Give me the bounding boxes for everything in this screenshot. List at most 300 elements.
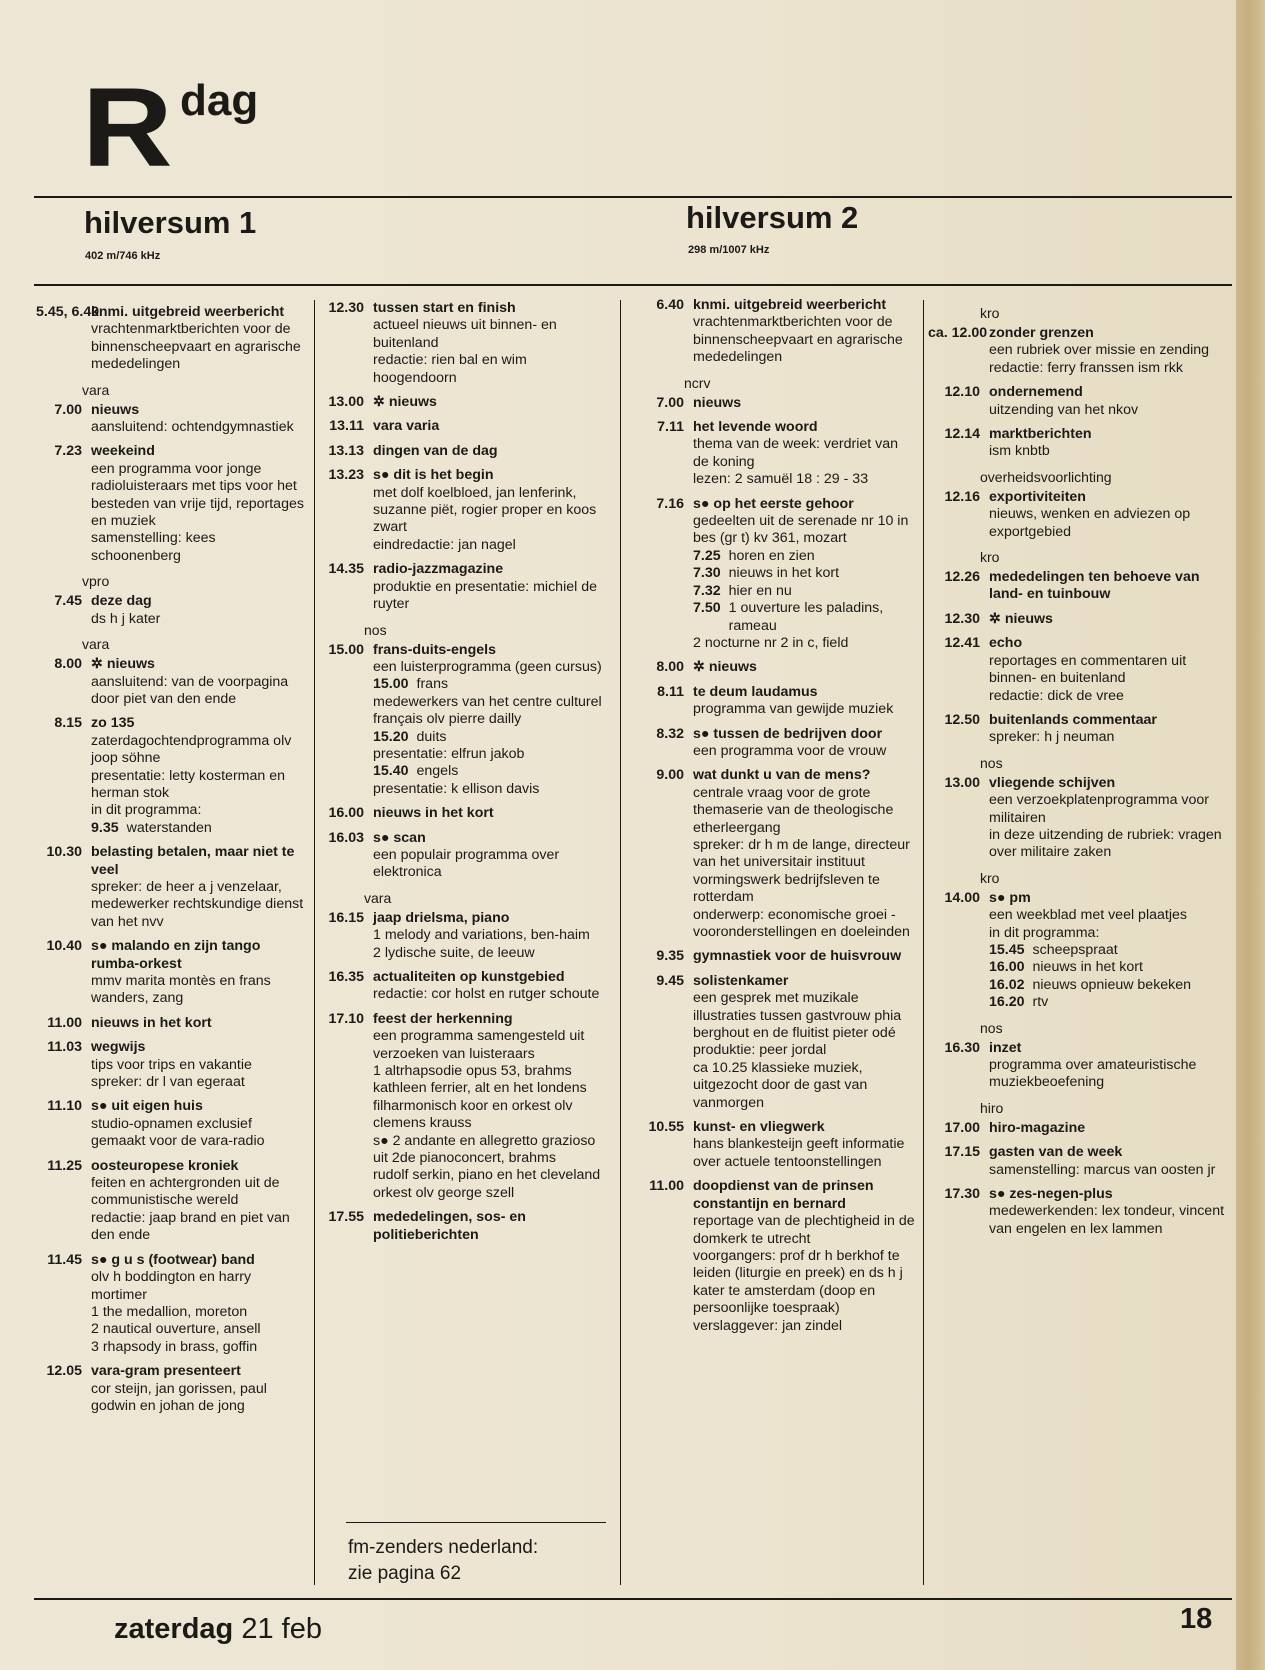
broadcaster-label: nos (980, 754, 1003, 771)
sub-program (989, 977, 1228, 994)
program-line: produktie en presentatie: michiel de ruyter (373, 578, 597, 613)
sub-time: 15.45 (989, 941, 1025, 958)
program-body (373, 805, 614, 822)
program-line: 2 nautical ouverture, ansell (91, 1321, 261, 1338)
program-body (373, 969, 614, 1004)
program-time: 12.30 (944, 610, 980, 627)
sub-program (91, 820, 306, 837)
broadcaster-label: vara (82, 636, 110, 653)
program-time: 12.41 (944, 635, 980, 652)
program-entry (928, 890, 1228, 1012)
program-line: een programma samengesteld uit verzoeken van luisteraars (373, 1028, 585, 1062)
program-time: 16.03 (328, 829, 364, 846)
program-time: 7.16 (656, 495, 684, 512)
program-body (989, 384, 1228, 419)
program-entry (638, 395, 916, 412)
program-time: 12.50 (944, 711, 980, 728)
program-entry (928, 635, 1228, 705)
program-time: 7.11 (657, 419, 684, 436)
sub-title: hier en nu (728, 582, 792, 599)
program-body (989, 426, 1228, 461)
program-entry (322, 561, 614, 613)
program-line: feiten en achtergronden uit de communistische wereld (91, 1175, 280, 1209)
program-title: feest der herkenning (373, 1010, 513, 1027)
program-line: spreker: dr h m de lange, directeur van het universitair instituut vormingswerk bedrijfsleven te rotterdam (693, 836, 910, 906)
program-time: 7.00 (656, 394, 684, 411)
program-line: programma van gewijde muziek (693, 701, 894, 718)
program-title: mededelingen, sos- en politieberichten (373, 1209, 526, 1243)
program-body (91, 1363, 306, 1415)
program-title: doopdienst van de prinsen constantijn en bernard (693, 1178, 874, 1212)
program-title: nieuws in het kort (91, 1014, 212, 1031)
program-body (693, 684, 916, 719)
broadcaster-label: kro (980, 869, 1000, 886)
program-title: vara varia (373, 418, 440, 435)
program-body (693, 767, 916, 941)
broadcaster-label: vara (364, 889, 392, 906)
sub-program (693, 565, 916, 582)
program-time: 17.30 (944, 1186, 980, 1203)
program-time: 10.55 (648, 1119, 684, 1136)
program-body (693, 726, 916, 761)
footer-date (114, 1613, 322, 1646)
program-line: een gesprek met muzikale illustraties tussen gastvrouw phia berghout en de fluitist pieter odé (693, 990, 902, 1042)
broadcaster-label: vpro (82, 573, 110, 590)
program-entry (928, 384, 1228, 419)
sub-time: 16.20 (989, 994, 1025, 1011)
program-body (989, 1040, 1228, 1092)
program-body (91, 1252, 306, 1356)
program-line: redactie: rien bal en wim hoogendoorn (373, 352, 527, 386)
program-title: vara-gram presenteert (91, 1363, 241, 1380)
program-title: ondernemend (989, 384, 1083, 401)
program-body (373, 1011, 614, 1202)
program-title: buitenlands commentaar (989, 711, 1157, 728)
program-time: 12.30 (328, 300, 364, 316)
program-entry (322, 1209, 614, 1244)
program-time: 7.00 (54, 401, 82, 418)
program-title: weekeind (91, 443, 155, 460)
program-line: met dolf koelbloed, jan lenferink, suzanne piët, rogier proper en koos zwart (373, 484, 597, 536)
program-time: 8.11 (657, 683, 684, 700)
program-time: 16.35 (328, 969, 364, 985)
program-body (91, 715, 306, 837)
logo-word: dag (180, 76, 259, 125)
program-title: s● op het eerste gehoor (693, 495, 854, 512)
program-time: 12.10 (944, 384, 980, 401)
program-entry (638, 1178, 916, 1335)
program-line: eindredactie: jan nagel (373, 536, 516, 553)
program-line: voorgangers: prof dr h berkhof te leiden (liturgie en preek) en ds h j kater te amsterdam (doop en persoonlijke toespraak) (693, 1247, 903, 1317)
program-time: 11.00 (649, 1178, 684, 1195)
program-time: 14.00 (944, 889, 980, 906)
sub-time: 7.25 (693, 547, 721, 564)
program-time: 16.00 (328, 805, 364, 822)
program-entry (928, 426, 1228, 461)
program-body (373, 830, 614, 882)
sub-title: horen en zien (728, 547, 815, 564)
column-3 (638, 297, 916, 1342)
program-time: 16.30 (944, 1039, 980, 1056)
program-title: marktberichten (989, 426, 1092, 443)
program-body (91, 1098, 306, 1150)
program-line: aansluitend: ochtendgymnastiek (91, 419, 294, 436)
fm-note (348, 1535, 538, 1587)
program-entry (36, 402, 306, 437)
program-time: 7.23 (54, 443, 82, 460)
broadcaster-label: vara (82, 381, 110, 398)
program-title: mededelingen ten behoeve van land- en tuinbouw (989, 569, 1200, 603)
program-entry (928, 569, 1228, 604)
fm-note-rule (346, 1522, 606, 1523)
program-title: het levende woord (693, 419, 818, 436)
freq-hilversum-2: 298 m/1007 kHz (688, 244, 770, 256)
program-line: studio-opnamen exclusief gemaakt voor de vara-radio (91, 1115, 265, 1150)
program-body (989, 611, 1228, 628)
program-time: 13.23 (328, 467, 364, 484)
program-line: 2 nocturne nr 2 in c, field (693, 634, 849, 651)
program-body (989, 1144, 1228, 1179)
sub-time: 7.30 (693, 565, 721, 582)
program-body (989, 489, 1228, 541)
sub-title: engels (416, 763, 459, 780)
program-body (373, 642, 614, 799)
program-time: 16.15 (328, 909, 364, 926)
program-body (989, 1186, 1228, 1238)
broadcaster-label: nos (980, 1019, 1003, 1036)
rdag-logo (82, 65, 259, 190)
program-line: 3 rhapsody in brass, goffin (91, 1338, 258, 1355)
program-entry (638, 419, 916, 489)
broadcaster-label: overheidsvoorlichting (980, 468, 1112, 485)
program-body (373, 561, 614, 613)
sub-time: 15.00 (373, 676, 409, 693)
program-body (693, 395, 916, 412)
program-title: s● g u s (footwear) band (91, 1251, 255, 1268)
column-4 (928, 297, 1228, 1245)
program-title: hiro-magazine (989, 1119, 1086, 1136)
program-line: een verzoekplatenprogramma voor militairen (989, 792, 1210, 826)
program-time: 8.00 (656, 659, 684, 676)
program-body (373, 443, 614, 460)
program-body (91, 402, 306, 437)
program-time: 11.03 (47, 1039, 82, 1056)
program-time: 12.16 (944, 488, 980, 505)
program-body (91, 1158, 306, 1245)
sub-program (693, 600, 916, 635)
program-line: redactie: cor holst en rutger schoute (373, 986, 600, 1003)
program-title: ✲ nieuws (373, 394, 437, 411)
program-entry (322, 969, 614, 1004)
program-line: ds h j kater (91, 610, 161, 627)
program-time: 13.00 (328, 394, 364, 411)
program-line: presentatie: elfrun jakob (373, 745, 525, 762)
program-body (989, 635, 1228, 705)
program-body (91, 1039, 306, 1091)
program-entry (928, 489, 1228, 541)
program-entry (36, 844, 306, 931)
program-title: inzet (989, 1039, 1022, 1056)
program-time: 6.40 (656, 297, 684, 313)
program-line: produktie: peer jordal (693, 1042, 827, 1059)
program-line: vrachtenmarktberichten voor de binnenscheepvaart en agrarische mededelingen (91, 321, 301, 373)
program-title: vliegende schijven (989, 774, 1116, 791)
program-entry (928, 611, 1228, 628)
program-line: samenstelling: kees schoonenberg (91, 530, 216, 564)
program-time: 11.10 (47, 1098, 82, 1115)
program-line: een programma voor jonge radioluisteraars met tips voor het besteden van vrije tijd, reportages en muziek (91, 460, 304, 530)
top-rule (34, 196, 1232, 198)
program-line: vrachtenmarktberichten voor de binnenscheepvaart en agrarische mededelingen (693, 314, 903, 366)
sub-title: rtv (1032, 994, 1049, 1011)
program-title: jaap drielsma, piano (373, 909, 510, 926)
program-entry (928, 1120, 1228, 1137)
program-body (693, 419, 916, 489)
program-time: 9.45 (656, 972, 684, 989)
program-line: redactie: ferry franssen ism rkk (989, 359, 1183, 376)
program-line: een weekblad met veel plaatjes (989, 907, 1187, 924)
program-time: 11.45 (47, 1251, 82, 1268)
program-line: spreker: dr l van egeraat (91, 1074, 245, 1091)
program-title: nieuws (693, 394, 742, 411)
program-line: centrale vraag voor de grote themaserie van de theologische etherleergang (693, 784, 894, 836)
program-time: 12.05 (46, 1363, 82, 1380)
program-entry (36, 1015, 306, 1032)
program-title: knmi. uitgebreid weerbericht (91, 304, 285, 320)
program-title: oosteuropese kroniek (91, 1157, 239, 1174)
program-entry (322, 418, 614, 435)
program-body (693, 297, 916, 367)
program-title: frans-duits-engels (373, 641, 496, 658)
program-entry (36, 1039, 306, 1091)
program-line: in deze uitzending de rubriek: vragen over militaire zaken (989, 826, 1222, 861)
sub-time: 9.35 (91, 819, 119, 836)
program-title: deze dag (91, 593, 152, 610)
program-title: nieuws in het kort (373, 805, 494, 822)
program-time: 17.55 (328, 1209, 364, 1226)
program-entry (322, 830, 614, 882)
program-title: solistenkamer (693, 972, 789, 989)
program-title: gymnastiek voor de huisvrouw (693, 948, 902, 965)
program-entry (928, 1186, 1228, 1238)
station-hilversum-2: hilversum 2 (686, 200, 859, 235)
program-line: uitzending van het nkov (989, 401, 1139, 418)
program-entry (36, 1158, 306, 1245)
program-body (693, 1119, 916, 1171)
sub-title: scheepspraat (1032, 941, 1118, 958)
program-time: 10.30 (46, 844, 82, 861)
program-line: in dit programma: (989, 924, 1100, 941)
program-body (989, 890, 1228, 1012)
program-line: actueel nieuws uit binnen- en buitenland (373, 317, 557, 351)
program-title: belasting betalen, maar niet te veel (91, 844, 295, 878)
sub-title: frans (416, 676, 449, 693)
program-body (91, 593, 306, 628)
program-title: radio-jazzmagazine (373, 561, 504, 578)
sub-time: 16.02 (989, 976, 1025, 993)
program-body (693, 496, 916, 653)
program-entry (322, 642, 614, 799)
program-line: een luisterprogramma (geen cursus) (373, 658, 602, 675)
program-line: 1 the medallion, moreton (91, 1303, 248, 1320)
program-time: ca. 12.00 (928, 325, 988, 341)
program-line: in dit programma: (91, 802, 202, 819)
fm-note-line2: zie pagina 62 (348, 1563, 462, 1584)
section-rule (34, 284, 1232, 286)
program-line: verslaggever: jan zindel (693, 1317, 843, 1334)
sub-time: 16.00 (989, 959, 1025, 976)
program-entry (928, 775, 1228, 862)
program-line: onderwerp: economische groei - vooronderstellingen en doeleinden (693, 906, 910, 940)
sub-program (989, 942, 1228, 959)
program-title: gasten van de week (989, 1144, 1123, 1161)
program-body (373, 300, 614, 387)
program-entry (322, 394, 614, 411)
program-entry (36, 656, 306, 708)
sub-program (373, 729, 614, 746)
program-body (91, 656, 306, 708)
page-number: 18 (1180, 1603, 1213, 1635)
program-body (693, 973, 916, 1112)
program-time: 17.00 (944, 1119, 980, 1136)
program-entry (36, 304, 306, 374)
program-line: presentatie: letty kosterman en herman stok (91, 767, 285, 801)
program-body (91, 443, 306, 565)
sub-time: 7.50 (693, 600, 721, 617)
program-entry (322, 910, 614, 962)
program-line: mmv marita montès en frans wanders, zang (91, 973, 271, 1007)
program-time: 14.35 (328, 561, 364, 578)
program-body (91, 938, 306, 1008)
program-body (373, 910, 614, 962)
broadcaster-label: hiro (980, 1099, 1004, 1116)
program-entry (36, 443, 306, 565)
sub-program (989, 994, 1228, 1011)
program-line: medewerkenden: lex tondeur, vincent van engelen en lex lammen (989, 1203, 1225, 1237)
program-time: 11.00 (47, 1014, 82, 1031)
program-body (989, 569, 1228, 604)
sub-program (373, 763, 614, 780)
program-line: thema van de week: verdriet van de koning (693, 436, 899, 470)
program-body (91, 1015, 306, 1032)
program-entry (928, 1144, 1228, 1179)
program-body (373, 1209, 614, 1244)
program-time: 12.14 (944, 426, 980, 443)
sub-title: nieuws in het kort (728, 565, 840, 582)
program-title: tussen start en finish (373, 300, 516, 316)
program-entry (638, 726, 916, 761)
column-1 (36, 304, 306, 1422)
program-body (989, 775, 1228, 862)
sub-title: 1 ouverture les paladins, rameau (728, 600, 884, 634)
sub-program (989, 959, 1228, 976)
program-body (373, 418, 614, 435)
program-time: 8.15 (54, 715, 82, 732)
program-time: 12.26 (944, 569, 980, 586)
program-line: aansluitend: van de voorpagina door piet van den ende (91, 673, 289, 707)
program-title: actualiteiten op kunstgebied (373, 969, 565, 985)
program-entry (638, 948, 916, 965)
program-entry (36, 938, 306, 1008)
program-entry (322, 805, 614, 822)
freq-hilversum-1: 402 m/746 kHz (85, 250, 161, 262)
program-time: 13.11 (329, 418, 364, 435)
program-entry (36, 715, 306, 837)
broadcaster-label: nos (364, 621, 387, 638)
program-entry (322, 443, 614, 460)
program-body (989, 1120, 1228, 1137)
footer-weekday: zaterdag (114, 1613, 234, 1645)
program-entry (36, 1363, 306, 1415)
program-line: cor steijn, jan gorissen, paul godwin en johan de jong (91, 1380, 267, 1414)
program-line: hans blankesteijn geeft informatie over actuele tentoonstellingen (693, 1136, 905, 1170)
program-entry (36, 1098, 306, 1150)
program-title: s● pm (989, 889, 1031, 906)
program-entry (36, 1252, 306, 1356)
program-title: s● tussen de bedrijven door (693, 725, 883, 742)
program-time: 13.13 (328, 442, 364, 459)
program-body (693, 1178, 916, 1335)
broadcaster-label: ncrv (684, 374, 711, 391)
program-time: 15.00 (328, 641, 364, 658)
program-line: 1 altrhapsodie opus 53, brahms (373, 1063, 572, 1080)
program-title: wegwijs (91, 1039, 146, 1056)
program-body (373, 394, 614, 411)
program-line: s● 2 andante en allegretto grazioso uit 2de pianoconcert, brahms (373, 1132, 596, 1167)
program-title: s● zes-negen-plus (989, 1186, 1113, 1203)
page-edge (1236, 0, 1265, 1670)
program-body (91, 844, 306, 931)
column-divider (314, 300, 315, 1585)
program-title: zo 135 (91, 715, 135, 732)
program-time: 9.00 (656, 767, 684, 784)
program-body (989, 712, 1228, 747)
program-entry (322, 300, 614, 387)
program-entry (638, 684, 916, 719)
station-hilversum-1: hilversum 1 (84, 205, 257, 240)
program-time: 9.35 (656, 948, 684, 965)
program-title: s● uit eigen huis (91, 1098, 203, 1115)
program-entry (638, 973, 916, 1112)
program-time: 8.32 (656, 725, 684, 742)
program-line: een rubriek over missie en zending (989, 342, 1210, 359)
column-divider (923, 300, 924, 1585)
sub-title: nieuws in het kort (1032, 959, 1143, 976)
program-line: reportages en commentaren uit binnen- en buitenland (989, 652, 1187, 687)
sub-title: waterstanden (126, 819, 212, 836)
program-entry (322, 1011, 614, 1202)
program-line: spreker: de heer a j venzelaar, medewerker rechtskundige dienst van het nvv (91, 878, 304, 930)
program-line: een populair programma over elektronica (373, 846, 560, 881)
program-body (91, 304, 306, 374)
program-title: knmi. uitgebreid weerbericht (693, 297, 887, 313)
program-title: s● malando en zijn tango rumba-orkest (91, 938, 261, 972)
program-line: gedeelten uit de serenade nr 10 in bes (gr t) kv 361, mozart (693, 513, 909, 547)
program-line: spreker: h j neuman (989, 729, 1115, 746)
sub-program (373, 676, 614, 693)
program-line: nieuws, wenken en adviezen op exportgebied (989, 506, 1191, 540)
program-time: 5.45, 6.40 (36, 304, 100, 320)
program-line: 2 lydische suite, de leeuw (373, 944, 535, 961)
program-entry (638, 496, 916, 653)
program-entry (638, 297, 916, 367)
bottom-rule (34, 1598, 1232, 1600)
broadcaster-label: kro (980, 549, 1000, 566)
program-line: lezen: 2 samuël 18 : 29 - 33 (693, 471, 869, 488)
sub-title: nieuws opnieuw bekeken (1032, 976, 1192, 993)
program-entry (638, 659, 916, 676)
program-title: te deum laudamus (693, 683, 818, 700)
